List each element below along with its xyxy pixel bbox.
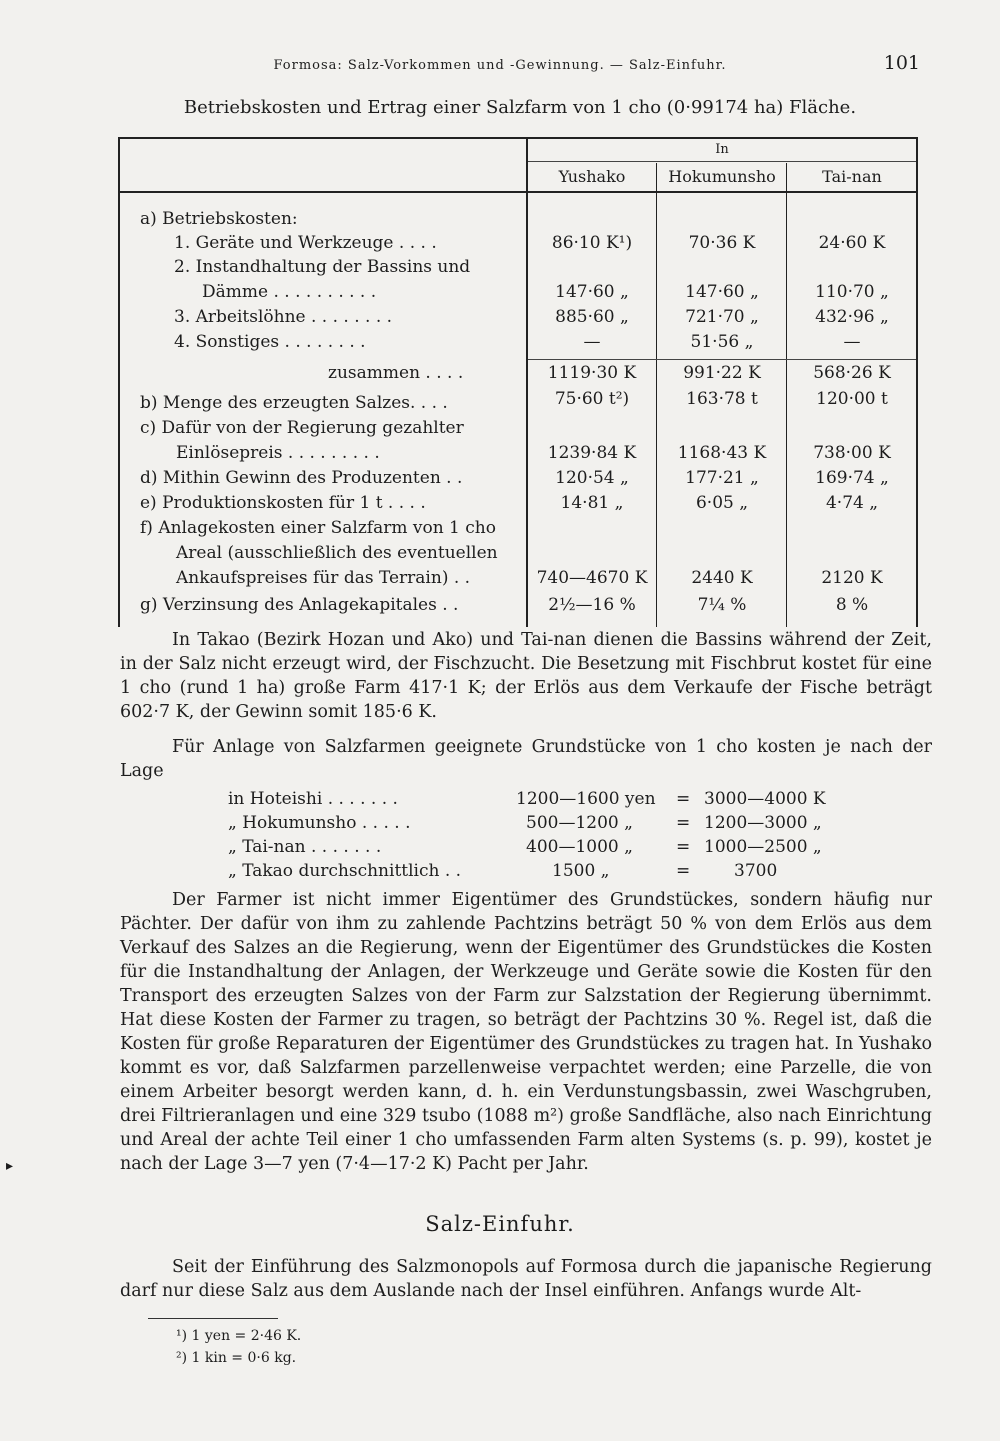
table-title: Betriebskosten und Ertrag einer Salzfarm von 1 cho (0·99174 ha) Fläche. [183,97,857,118]
cell-e-tainan: 4·74 „ [825,493,879,513]
cell-g-yushako: 2½—16 % [548,595,636,615]
cell-d-hokumunsho: 177·21 „ [685,468,759,488]
row-label-sum: zusammen . . . . [328,363,464,383]
table-left-rule [118,137,120,627]
table-top-rule [118,137,918,139]
price-row-tainan: „ Tai-nan . . . . . . . 400—1000 „ = 1000—2500 „ [228,837,822,857]
footnote-rule [148,1318,278,1319]
column-divider-2 [786,163,787,627]
footnote-2: ²) 1 kin = 0·6 kg. [176,1350,297,1366]
cell-sum-yushako: 1119·30 K [547,363,637,383]
cell-d-yushako: 120·54 „ [555,468,629,488]
column-header-tainan: Tai-nan [822,167,882,186]
cell-c-hokumunsho: 1168·43 K [677,443,767,463]
paragraph-salz-einfuhr: Seit der Einführung des Salzmonopols auf Formosa durch die japanische Regierung darf nur diese Salz aus dem Auslande nach der Insel einführen. Anfangs wurde Alt- [120,1257,932,1301]
price-row-hoteishi: in Hoteishi . . . . . . . 1200—1600 yen = 3000—4000 K [228,789,826,809]
cell-a3-hokumunsho: 721·70 „ [685,307,759,327]
cell-c-yushako: 1239·84 K [547,443,637,463]
running-head: Formosa: Salz-Vorkommen und -Gewinnung. — Salz-Einfuhr. [273,58,727,73]
table-right-rule [916,137,918,627]
cell-sum-tainan: 568·26 K [813,363,891,383]
cell-sum-hokumunsho: 991·22 K [683,363,761,383]
paragraph-grundstuecke: Für Anlage von Salzfarmen geeignete Grundstücke von 1 cho kosten je nach der Lage [120,737,932,781]
cell-a2-tainan: 110·70 „ [815,282,889,302]
row-label-c-cont: Einlösepreis . . . . . . . . . [176,443,380,463]
paragraph-pachtzins: Der Farmer ist nicht immer Eigentümer des Grundstückes, sondern häufig nur Pächter. Der dafür von ihm zu zahlende Pachtzins beträgt 50 % von dem Erlös aus dem Verkauf des Salzes an die Regierung, wenn der Eigentümer des Grundstückes die Kosten für die Instandhaltung der Anlagen, der Werkzeuge und Geräte sowie die Kosten für den Transport des erzeugten Salzes von der Farm zur Salzstation der Regierung übernimmt. Hat diese Kosten der Farmer zu tragen, so beträgt der Pachtzins 30 %. Regel ist, daß die Kosten für große Reparaturen der Eigentümer des Grundstückes zu tragen hat. In Yushako kommt es vor, daß Salzfarmen parzellenweise verpachtet werden; eine Parzelle, die von einem Arbeiter besorgt werden kann, d. h. ein Verdunstungsbassin, zwei Waschgruben, drei Filtrieranlagen und eine 329 tsubo (1088 m²) große Sandfläche, also nach Einrichtung und Areal der achte Teil einer 1 cho umfassenden Farm alten Systems (s. p. 99), kostet je nach der Lage 3—7 yen (7·4—17·2 K) Pacht per Jahr. [120,890,932,1174]
group-header-rule [528,161,916,162]
cell-e-yushako: 14·81 „ [560,493,624,513]
sum-rule [528,359,916,360]
row-label-f-cont2: Ankaufspreises für das Terrain) . . [176,568,471,588]
cell-g-hokumunsho: 7¼ % [697,595,747,615]
row-label-a2: 2. Instandhaltung der Bassins und [174,257,471,277]
cell-a3-tainan: 432·96 „ [815,307,889,327]
group-header: In [715,142,729,157]
row-label-a1: 1. Geräte und Werkzeuge . . . . [174,233,437,253]
cell-b-hokumunsho: 163·78 t [686,389,758,409]
cost-table [118,137,918,627]
cell-a2-hokumunsho: 147·60 „ [685,282,759,302]
cell-a4-hokumunsho: 51·56 „ [690,332,754,352]
cell-f-tainan: 2120 K [821,568,883,588]
cell-a1-hokumunsho: 70·36 K [688,233,756,253]
row-label-a4: 4. Sonstiges . . . . . . . . [174,332,366,352]
cell-f-yushako: 740—4670 K [536,568,648,588]
column-header-yushako: Yushako [558,167,626,186]
page-number: 101 [883,52,920,74]
column-header-hokumunsho: Hokumunsho [668,167,776,186]
table-header-rule [118,191,918,193]
price-row-hokumunsho: „ Hokumunsho . . . . . 500—1200 „ = 1200—3000 „ [228,813,822,833]
cell-d-tainan: 169·74 „ [815,468,889,488]
cell-b-tainan: 120·00 t [816,389,888,409]
cell-c-tainan: 738·00 K [813,443,891,463]
cell-e-hokumunsho: 6·05 „ [695,493,749,513]
row-label-a2-cont: Dämme . . . . . . . . . . [202,282,377,302]
column-divider-1 [656,163,657,627]
footnote-1: ¹) 1 yen = 2·46 K. [176,1328,302,1344]
row-label-e: e) Produktionskosten für 1 t . . . . [140,493,426,513]
cell-g-tainan: 8 % [835,595,869,615]
row-label-a: a) Betriebskosten: [140,209,298,229]
price-row-takao: „ Takao durchschnittlich . . 1500 „ = 3700 [228,861,778,881]
cell-a4-tainan: — [843,332,861,352]
cell-a3-yushako: 885·60 „ [555,307,629,327]
row-label-f: f) Anlagekosten einer Salzfarm von 1 cho [140,518,496,538]
row-label-a3: 3. Arbeitslöhne . . . . . . . . [174,307,393,327]
row-label-g: g) Verzinsung des Anlagekapitales . . [140,595,459,615]
row-label-d: d) Mithin Gewinn des Produzenten . . [140,468,463,488]
row-label-f-cont1: Areal (ausschließlich des eventuellen [176,543,498,563]
paragraph-fischzucht: In Takao (Bezirk Hozan und Ako) und Tai-nan dienen die Bassins während der Zeit, in der Salz nicht erzeugt wird, der Fischzucht. Die Besetzung mit Fischbrut kostet für eine 1 cho (rund 1 ha) große Farm 417·1 K; der Erlös aus dem Verkaufe der Fische beträgt 602·7 K, der Gewinn somit 185·6 K. [120,630,932,722]
cell-a2-yushako: 147·60 „ [555,282,629,302]
cell-f-hokumunsho: 2440 K [691,568,753,588]
section-title: Salz-Einfuhr. [425,1212,575,1236]
cell-a4-yushako: — [583,332,601,352]
row-label-b: b) Menge des erzeugten Salzes. . . . [140,393,448,413]
cell-a1-tainan: 24·60 K [818,233,886,253]
cell-a1-yushako: 86·10 K¹) [551,233,633,253]
margin-arrow-icon: ▸ [6,1158,14,1174]
row-label-c: c) Dafür von der Regierung gezahlter [140,418,464,438]
cell-b-yushako: 75·60 t²) [554,389,630,409]
